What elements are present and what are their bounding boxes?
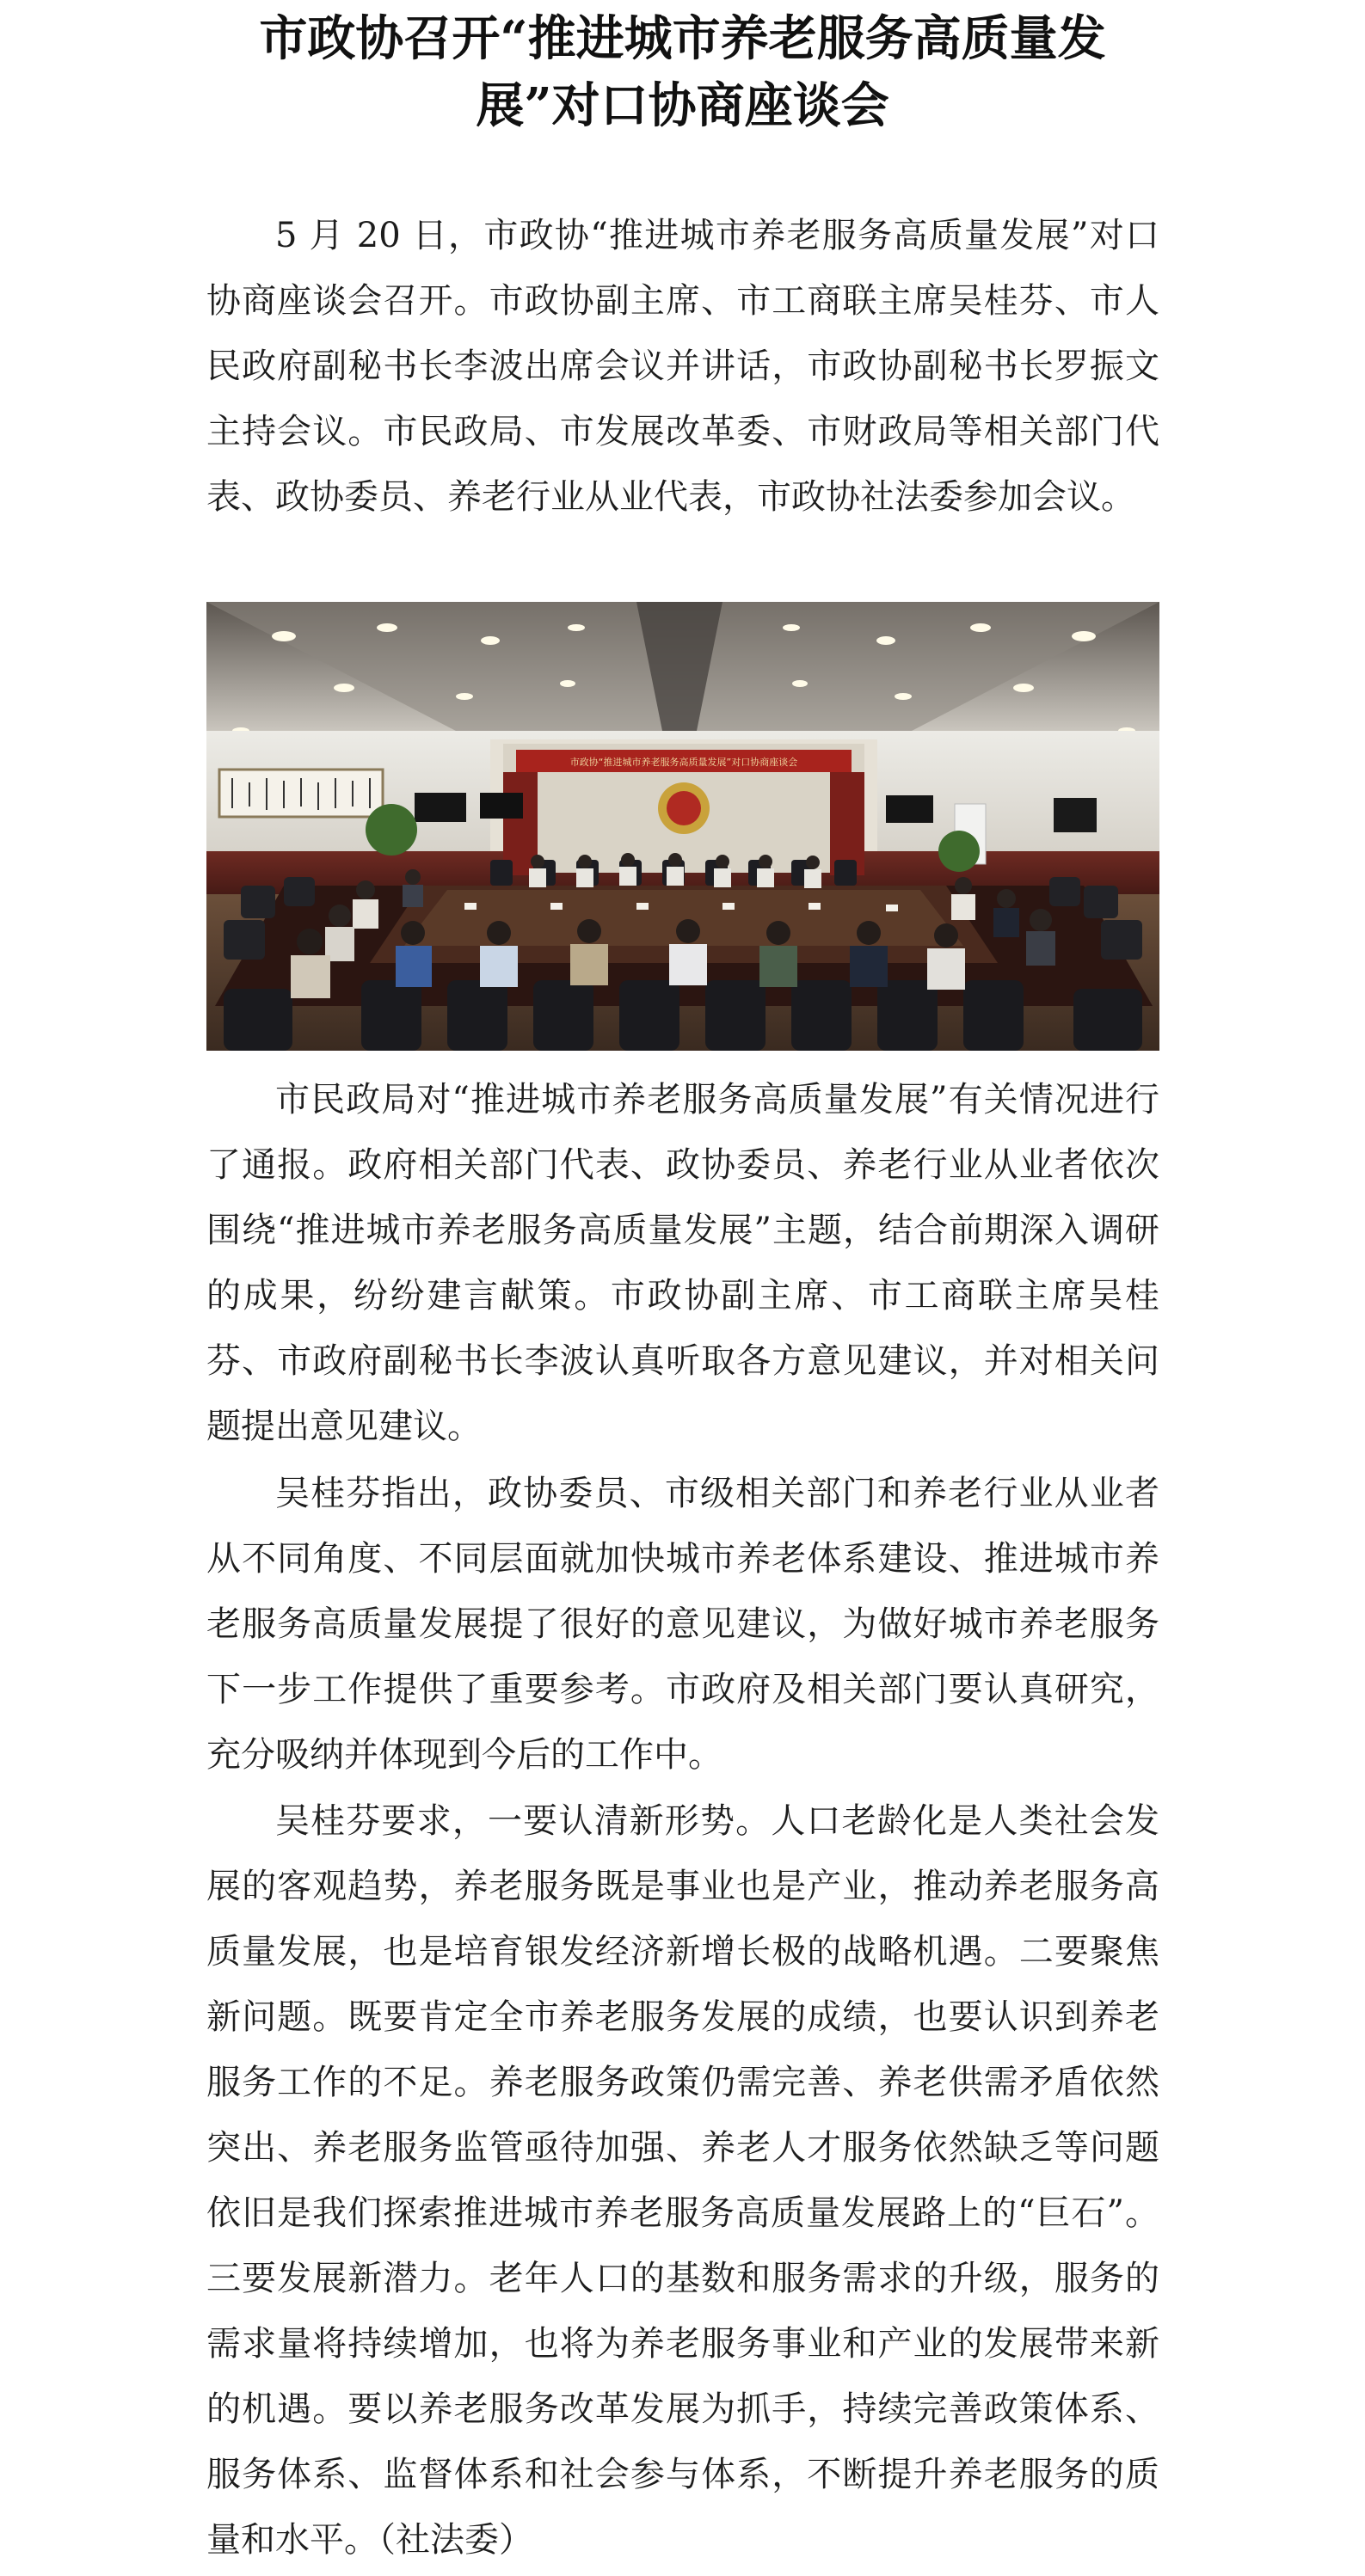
- paragraph-3: 吴桂芬指出，政协委员、市级相关部门和养老行业从业者从不同角度、不同层面就加快城市养老体系建设、推进城市养老服务高质量发展提了很好的意见建议，为做好城市养老服务下一步工作提供了重要参考。市政府及相关部门要认真研究，充分吸纳并体现到今后的工作中。: [206, 1474, 1159, 1775]
- meeting-room-image: [206, 602, 1159, 1051]
- title-line-2: 展”对口协商座谈会: [476, 77, 889, 134]
- title-line-1: 市政协召开“推进城市养老服务高质量发: [259, 10, 1106, 67]
- paragraph-1: 5 月 20 日，市政协“推进城市养老服务高质量发展”对口协商座谈会召开。市政协副主席、市工商联主席吴桂芬、市人民政府副秘书长李波出席会议并讲话，市政协副秘书长罗振文主持会议。市民政局、市发展改革委、市财政局等相关部门代表、政协委员、养老行业从业代表，市政协社法委参加会议。: [206, 216, 1159, 517]
- article-title: [172, 5, 1193, 139]
- paragraph-2: 市民政局对“推进城市养老服务高质量发展”有关情况进行了通报。政府相关部门代表、政协委员、养老行业从业者依次围绕“推进城市养老服务高质量发展”主题，结合前期深入调研的成果，纷纷建言献策。市政协副主席、市工商联主席吴桂芬、市政府副秘书长李波认真听取各方意见建议，并对相关问题提出意见建议。: [206, 1080, 1159, 1446]
- banner-text: 市政协“推进城市养老服务高质量发展”对口协商座谈会: [569, 757, 798, 768]
- meeting-photo: [206, 602, 1159, 1051]
- paragraph-4: 吴桂芬要求，一要认清新形势。人口老龄化是人类社会发展的客观趋势，养老服务既是事业也是产业，推动养老服务高质量发展，也是培育银发经济新增长极的战略机遇。二要聚焦新问题。既要肯定全市养老服务发展的成绩，也要认识到养老服务工作的不足。养老服务政策仍需完善、养老供需矛盾依然突出、养老服务监管亟待加强、养老人才服务依然缺乏等问题依旧是我们探索推进城市养老服务高质量发展路上的“巨石”。三要发展新潜力。老年人口的基数和服务需求的升级，服务的需求量将持续增加，也将为养老服务事业和产业的发展带来新的机遇。要以养老服务改革发展为抓手，持续完善政策体系、服务体系、监督体系和社会参与体系，不断提升养老服务的质量和水平。（社法委）: [206, 1801, 1159, 2560]
